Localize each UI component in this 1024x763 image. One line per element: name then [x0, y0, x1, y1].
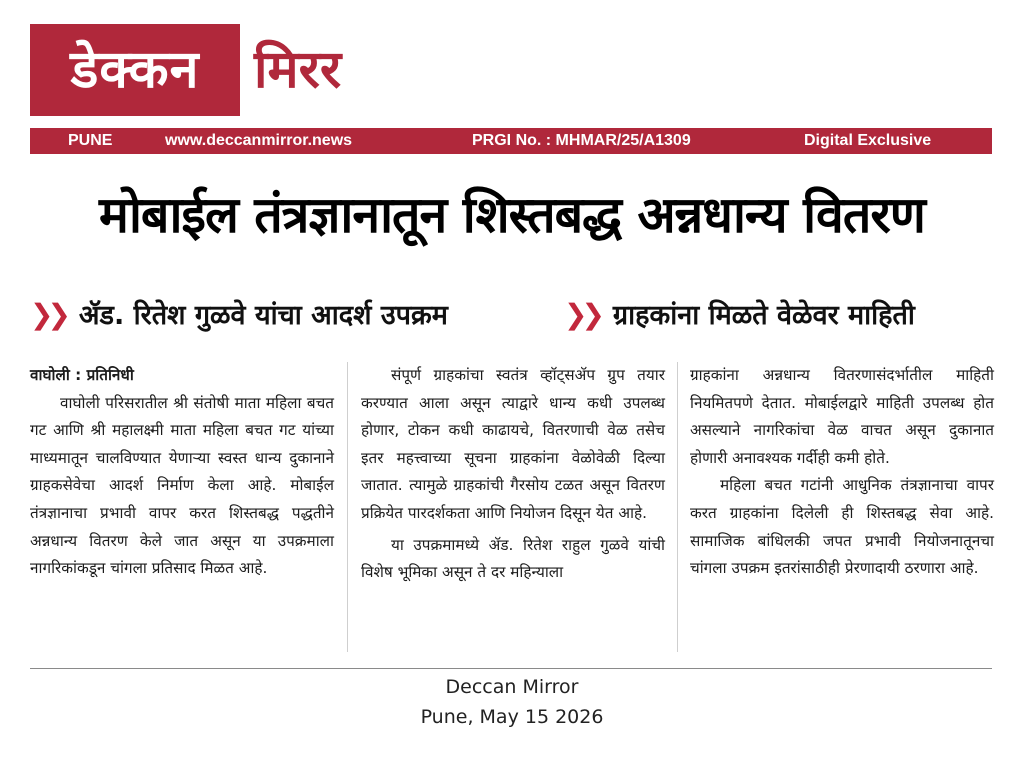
headline: मोबाईल तंत्रज्ञानातून शिस्तबद्ध अन्नधान्य वितरण — [99, 186, 925, 244]
footer-dateline: Pune, May 15 2026 — [420, 706, 604, 728]
city-label: PUNE — [68, 132, 113, 149]
column-divider — [677, 362, 678, 652]
masthead — [30, 24, 730, 116]
article-paragraph: ग्राहकांना अन्नधान्य वितरणासंदर्भातील माहिती नियमितपणे देतात. मोबाईलद्वारे माहिती उपलब्ध होत असल्याने नागरिकांचा वेळ वाचत असून दुकानात होणारी अनावश्यक गर्दीही कमी होते. — [690, 366, 994, 467]
footer-divider — [30, 668, 992, 669]
chevron-right-icon: ❯❯ — [30, 298, 65, 331]
brand-logo: डेक्कन — [30, 24, 240, 116]
article-column-2 — [361, 362, 665, 587]
column-divider — [347, 362, 348, 652]
brand-logo-second-word: मिरर — [254, 40, 342, 100]
subheadline-2-text: ग्राहकांना मिळते वेळेवर माहिती — [612, 300, 915, 331]
subheadline-1-text: ॲड. रितेश गुळवे यांचा आदर्श उपक्रम — [78, 300, 448, 331]
subheadline-2 — [564, 293, 915, 337]
article-column-1 — [30, 362, 334, 583]
article-paragraph: या उपक्रमामध्ये ॲड. रितेश राहुल गुळवे यांची विशेष भूमिका असून ते दर महिन्याला — [361, 535, 665, 582]
subheadline-1 — [30, 293, 448, 337]
website-link[interactable]: www.deccanmirror.news — [165, 132, 353, 149]
chevron-right-icon: ❯❯ — [564, 298, 599, 331]
prgi-number: PRGI No. : MHMAR/25/A1309 — [472, 132, 691, 149]
info-bar — [30, 128, 992, 154]
article-paragraph: संपूर्ण ग्राहकांचा स्वतंत्र व्हॉट्सॲप ग्रुप तयार करण्यात आला असून त्याद्वारे धान्य कधी उपलब्ध होणार, टोकन कधी काढायचे, वितरणाची वेळ तसेच इतर महत्त्वाच्या सूचना ग्राहकांना वेळोवेळी दिल्या जातात. त्यामुळे ग्राहकांची गैरसोय टळत असून वितरण प्रक्रियेत पारदर्शकता आणि नियोजन दिसून येत आहे. — [361, 366, 665, 522]
article-paragraph: वाघोली परिसरातील श्री संतोषी माता महिला बचत गट आणि श्री महालक्ष्मी माता महिला बचत गट यांच्या माध्यमातून चालविण्यात येणाऱ्या स्वस्त धान्य दुकानाने ग्राहकसेवेचा आदर्श निर्माण केला आहे. मोबाईल तंत्रज्ञानाचा प्रभावी वापर करत शिस्तबद्ध पद्धतीने अन्नधान्य वितरण केले जात असून या उपक्रमाला नागरिकांकडून चांगला प्रतिसाद मिळत आहे. — [30, 393, 334, 578]
article-column-3 — [690, 362, 994, 583]
byline: वाघोली : प्रतिनिधी — [30, 366, 134, 384]
edition-tag: Digital Exclusive — [804, 132, 932, 149]
article-paragraph: महिला बचत गटांनी आधुनिक तंत्रज्ञानाचा वापर करत ग्राहकांना दिलेली ही शिस्तबद्ध सेवा आहे. सामाजिक बांधिलकी जपत प्रभावी नियोजनातूनचा चांगला उपक्रम इतरांसाठीही प्रेरणादायी ठरणारा आहे. — [690, 476, 994, 578]
footer-publication: Deccan Mirror — [445, 676, 579, 698]
